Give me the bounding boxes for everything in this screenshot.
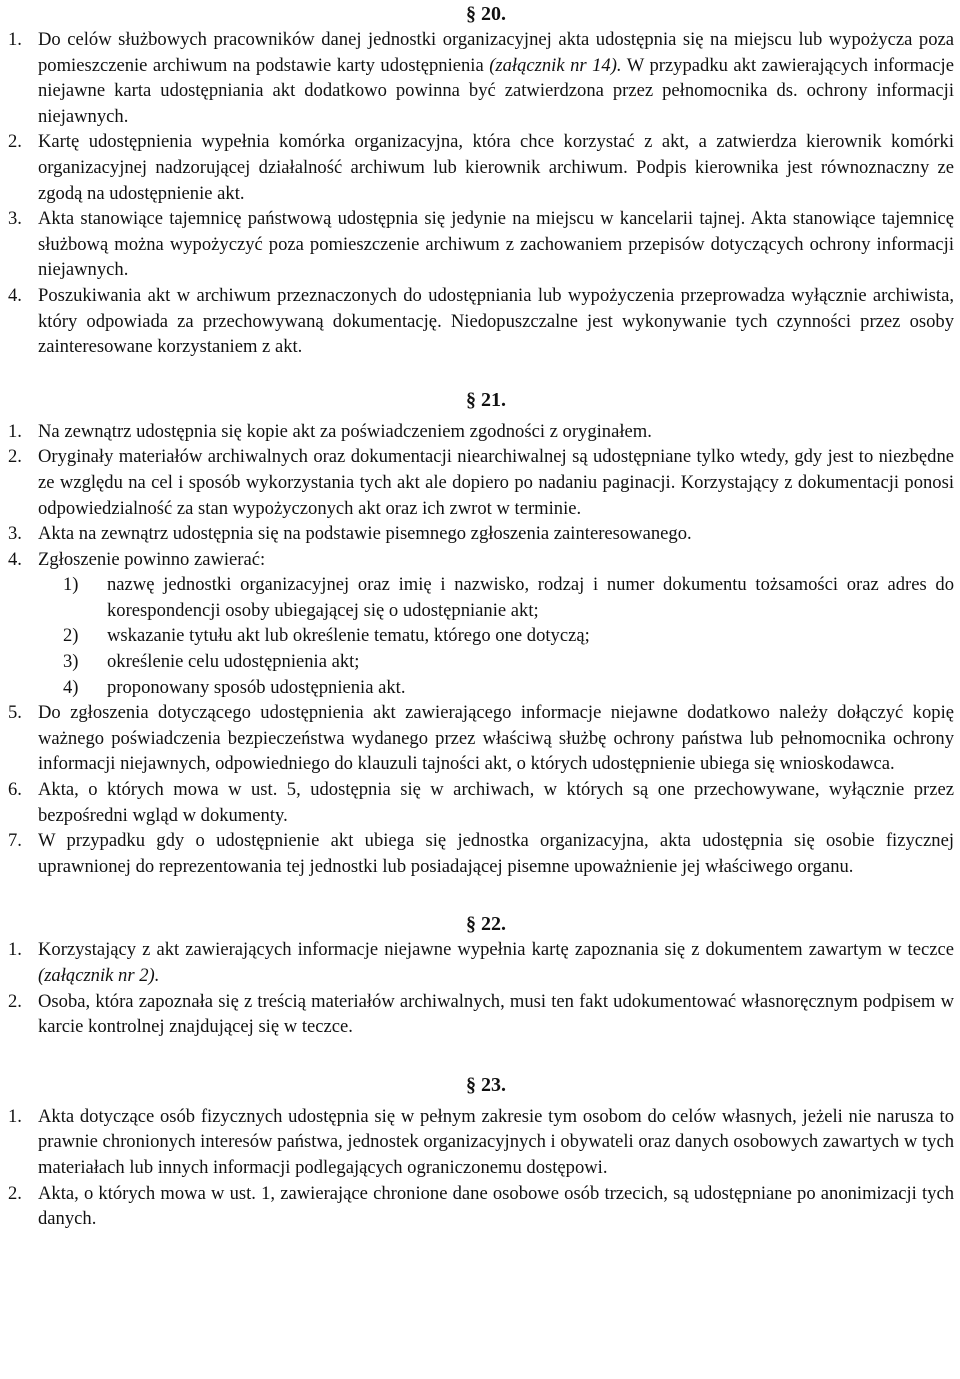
paragraph-text: Akta na zewnątrz udostępnia się na podstawie pisemnego zgłoszenia zainteresowanego.	[38, 523, 692, 545]
paragraph-text: Osoba, która zapoznała się z treścią materiałów archiwalnych, musi ten fakt udokumentować własnoręcznym podpisem w karcie kontrolnej znajdującej się w teczce.	[38, 990, 954, 1038]
spacer	[8, 360, 954, 387]
attachment-reference: (załącznik nr 2).	[38, 965, 160, 986]
list-item-2	[8, 623, 954, 649]
document-page	[8, 0, 954, 1232]
paragraph-number: 3.	[8, 208, 22, 230]
paragraph-number: 1.	[8, 1105, 22, 1127]
paragraph-number: 2.	[8, 131, 22, 153]
paragraph-text: Akta stanowiące tajemnicę państwową udostępnia się jedynie na miejscu w kancelarii tajnej. Akta stanowiące tajemnicę służbową można wypożyczyć poza pomieszczenie archiwum z zachowaniem przepisów dotyczących ochrony informacji niejawnych.	[38, 208, 954, 281]
paragraph-text: Zgłoszenie powinno zawierać:	[38, 548, 266, 570]
paragraph-number: 2.	[8, 990, 22, 1012]
paragraph-text: Kartę udostępnienia wypełnia komórka organizacyjna, która chce korzystać z akt, a zatwierdza kierownik komórki organizacyjnej nadzorującej działalność archiwum lub kierownik archiwum. Podpis kierownika jest równoznaczny ze zgodą na udostępnienie akt.	[38, 131, 954, 204]
paragraph-21-7	[8, 828, 954, 879]
section-heading-22: § 22.	[466, 913, 506, 936]
paragraph-number: 6.	[8, 779, 22, 801]
paragraph-number: 3.	[8, 523, 22, 545]
attachment-reference: (załącznik nr 14).	[489, 54, 622, 76]
paragraph-21-1	[8, 419, 954, 445]
paragraph-text: W przypadku gdy o udostępnienie akt ubiega się jednostka organizacyjna, akta udostępnia się osobie fizycznej uprawnionej do reprezentowania tej jednostki lub posiadającej pisemne upoważnienie jej właściwego organu.	[38, 830, 954, 877]
paragraph-number: 4.	[8, 548, 22, 570]
paragraph-text: Oryginały materiałów archiwalnych oraz dokumentacji niearchiwalnej są udostępniane tylko wtedy, gdy jest to niezbędne ze względu na cel i sposób wykorzystania tych akt ale dopiero po nadaniu paginacji. Korzystający z dokumentacji ponosi odpowiedzialność za stan wypożyczonych akt oraz ich zwrot w terminie.	[38, 446, 954, 519]
paragraph-text: Akta dotyczące osób fizycznych udostępnia się w pełnym zakresie tym osobom do celów własnych, jeżeli nie narusza to prawnie chronionych interesów państwa, jednostek organizacyjnych i obywateli oraz danych osobowych zawartych w tych materiałach lub innych informacji podlegających ograniczonemu dostępowi.	[38, 1105, 954, 1178]
list-item-text: nazwę jednostki organizacyjnej oraz imię i nazwisko, rodzaj i numer dokumentu tożsamości oraz adres do korespondencji osoby ubiegającej się o udostępnianie akt;	[107, 574, 954, 621]
paragraph-number: 5.	[8, 702, 22, 724]
paragraph-21-4	[8, 547, 954, 573]
paragraph-number: 1.	[8, 939, 22, 961]
paragraph-20-2	[8, 129, 954, 206]
paragraph-21-3	[8, 521, 954, 547]
list-item-text: wskazanie tytułu akt lub określenie tematu, którego one dotyczą;	[107, 625, 590, 647]
section-heading-20: § 20.	[466, 3, 506, 25]
list-item-1	[8, 572, 954, 623]
paragraph-number: 2.	[8, 446, 22, 468]
paragraph-number: 1.	[8, 420, 22, 442]
paragraph-21-6	[8, 777, 954, 828]
list-item-text: proponowany sposób udostępnienia akt.	[107, 676, 406, 698]
list-item-number: 3)	[63, 651, 79, 673]
section-heading-23: § 23.	[466, 1073, 506, 1096]
paragraph-text: Do zgłoszenia dotyczącego udostępnienia akt zawierającego informacje niejawne dodatkowo należy dołączyć kopię ważnego poświadczenia bezpieczeństwa wydanego przez właściwą służbę ochrony państwa lub pełnomocnika ochrony informacji niejawnych, odpowiedniego do klauzuli tajności akt, o których udostępnienie ubiega się wnioskodawca.	[38, 702, 954, 775]
section-heading-21: § 21.	[466, 388, 506, 411]
list-item-4	[8, 675, 954, 701]
paragraph-23-1	[8, 1104, 954, 1181]
paragraph-20-1	[8, 27, 954, 129]
paragraph-22-1	[8, 937, 954, 988]
paragraph-text: Akta, o których mowa w ust. 1, zawierające chronione dane osobowe osób trzecich, są udostępniane po anonimizacji tych danych.	[38, 1182, 954, 1230]
list-item-number: 1)	[63, 574, 79, 596]
paragraph-21-2	[8, 444, 954, 521]
paragraph-21-5	[8, 700, 954, 777]
spacer	[8, 879, 954, 911]
paragraph-text: Do celów służbowych pracowników danej jednostki organizacyjnej akta udostępnia się na miejscu lub wypożycza poza pomieszczenie archiwum na podstawie karty udostępnienia	[38, 29, 954, 76]
paragraph-number: 1.	[8, 29, 22, 50]
spacer	[8, 1040, 954, 1072]
paragraph-text: Korzystający z akt zawierających informacje niejawne wypełnia kartę zapoznania się z dokumentem zawartym w teczce	[38, 939, 954, 961]
paragraph-text-tail: W przypadku akt zawierających informacje niejawne karta udostępniania akt dodatkowo powinna być zatwierdzona przez pełnomocnika ds. ochrony informacji niejawnych.	[38, 54, 954, 127]
paragraph-number: 4.	[8, 284, 22, 306]
paragraph-22-2	[8, 989, 954, 1040]
paragraph-23-2	[8, 1181, 954, 1232]
paragraph-number: 7.	[8, 830, 22, 852]
list-item-text: określenie celu udostępnienia akt;	[107, 651, 360, 673]
list-item-number: 4)	[63, 676, 79, 698]
paragraph-text: Poszukiwania akt w archiwum przeznaczonych do udostępniania lub wypożyczenia przeprowadza wyłącznie archiwista, który odpowiada za przechowywaną dokumentację. Niedopuszczalne jest wykonywanie tych czynności przez osoby zainteresowane korzystaniem z akt.	[38, 284, 954, 358]
paragraph-number: 2.	[8, 1182, 22, 1204]
paragraph-text: Akta, o których mowa w ust. 5, udostępnia się w archiwach, w których są one przechowywane, wyłącznie przez bezpośredni wgląd w dokumenty.	[38, 779, 954, 826]
paragraph-20-4	[8, 283, 954, 360]
paragraph-text: Na zewnątrz udostępnia się kopie akt za poświadczeniem zgodności z oryginałem.	[38, 420, 652, 442]
paragraph-20-3	[8, 206, 954, 283]
list-item-number: 2)	[63, 625, 79, 647]
list-item-3	[8, 649, 954, 675]
